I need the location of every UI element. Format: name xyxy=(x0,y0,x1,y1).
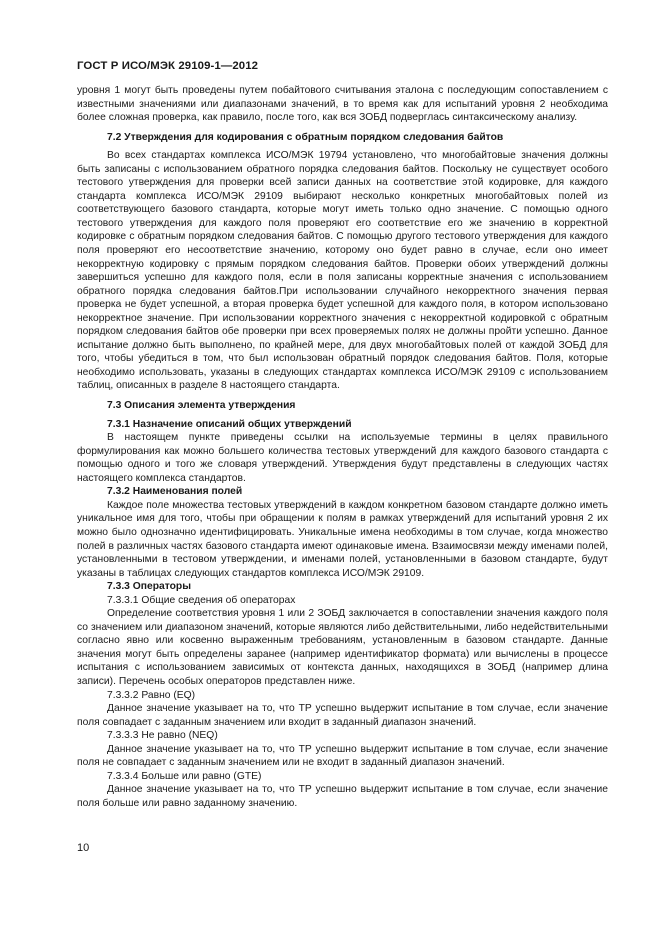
section-7-3-3-4-paragraph: Данное значение указывает на то, что ТР успешно выдержит испытание в том случае, если значение поля больше или равно заданному значению. xyxy=(77,784,608,809)
section-7-2-paragraph: Во всех стандартах комплекса ИСО/МЭК 19794 установлено, что многобайтовые значения должны быть записаны с использованием обратного порядка следования байтов. Поскольку не существует особого тестового утверждения для проверки всей записи данных на соответствие этой кодировке, для каждого стандарта комплекса ИСО/МЭК 29109 выбирают несколько конкретных многобайтовых полей из соответствующего базового стандарта, которые могут иметь только одно значение. С помощью одного тестового утверждения для каждого поля проверяют его соответствие его же значению в корректной кодировке с обратным порядком следования байтов. С помощью другого тестового утверждения для каждого поля проверяют его несоответствие значению, которому оно будет равно в случае, если оно имеет некорректную кодировку с прямым порядком следования байтов. Проверки обоих утверждений должны завершиться успешно для каждого поля, если в поля записаны корректные значения с использованием обратного порядка следования байтов.При использовании случайного некорректного значения первая проверка не будет успешной, а вторая проверка будет успешной для каждого поля, в котором использовано некорректное значение. При использовании корректного значения с некорректной кодировкой с обратным порядком следования байтов обе проверки при всех проверяемых полях не должны пройти успешно. Данное испытание должно быть выполнено, по крайней мере, для двух многобайтовых полей от каждой ЗОБД для того, чтобы убедиться в том, что был использован обратный порядок следования байтов. Поля, которые необходимо использовать, указаны в следующих стандартах комплекса ИСО/МЭК 29109 с использованием таблиц, описанных в разделе 8 настоящего стандарта. xyxy=(77,150,608,392)
section-7-3-2-paragraph: Каждое поле множества тестовых утверждений в каждом конкретном базовом стандарте должно иметь уникальное имя для того, чтобы при обращении к полям в рамках утверждений для испытаний уровня 2 их можно было однозначно идентифицировать. Уникальные имена необходимы в том случае, когда множество полей в различных частях базового стандарта имеют одинаковые имена. Взаимосвязи между именами полей, установленными в тестовом утверждении, и именами полей, установленными в базовом стандарте, будут указаны в таблицах следующих стандартов комплекса ИСО/МЭК 29109. xyxy=(77,499,608,579)
section-7-3-3-1-paragraph: Определение соответствия уровня 1 или 2 ЗОБД заключается в сопоставлении значения каждого поля со значением или диапазоном значений, которые являются либо действительными, либо недействительными согласно явно или косвенно выраженным требованиям, установленным в базовом стандарте. Данные значения могут быть определены заранее (например идентификатор формата) или вычислены в процессе испытания с использованием зависимых от контекста данных, находящихся в ЗОБД (например длина записи). Перечень особых операторов представлен ниже. xyxy=(77,608,608,687)
section-7-2-heading: 7.2 Утверждения для кодирования с обратным порядком следования байтов xyxy=(107,131,504,143)
section-7-3-3-2-heading: 7.3.3.2 Равно (EQ) xyxy=(107,689,196,701)
page-number: 10 xyxy=(77,842,90,854)
section-7-3-3-heading: 7.3.3 Операторы xyxy=(107,581,192,593)
running-header: ГОСТ Р ИСО/МЭК 29109-1—2012 xyxy=(77,60,259,72)
section-7-3-1-paragraph: В настоящем пункте приведены ссылки на используемые термины в целях правильного формулирования как можно большего количества тестовых утверждений для каждого базового стандарта с помощью одного и того же словаря утверждений. Утверждения будут представлены в следующих частях настоящего комплекса стандартов. xyxy=(77,432,608,484)
section-7-3-3-1-heading: 7.3.3.1 Общие сведения об операторах xyxy=(107,594,296,606)
section-7-3-1-heading: 7.3.1 Назначение описаний общих утверждений xyxy=(107,418,352,430)
section-7-3-3-2-paragraph: Данное значение указывает на то, что ТР успешно выдержит испытание в том случае, если значение поля совпадает с заданным значением или входит в заданный диапазон значений. xyxy=(77,703,608,728)
section-7-3-3-3-heading: 7.3.3.3 Не равно (NEQ) xyxy=(107,730,218,742)
page-body xyxy=(77,84,608,810)
intro-paragraph: уровня 1 могут быть проведены путем побайтового считывания эталона с последующим сопоставлением с известными значениями или диапазонами значений, в то время как для испытаний уровня 2 необходима более сложная проверка, как правило, после того, как вся ЗОБД подверглась синтаксическому анализу. xyxy=(77,85,608,124)
section-7-3-3-4-heading: 7.3.3.4 Больше или равно (GTE) xyxy=(107,770,262,782)
section-7-3-3-3-paragraph: Данное значение указывает на то, что ТР успешно выдержит испытание в том случае, если значение поля не совпадает с заданным значением или не входит в заданный диапазон значений. xyxy=(77,743,608,769)
section-7-3-2-heading: 7.3.2 Наименования полей xyxy=(107,486,243,498)
section-7-3-heading: 7.3 Описания элемента утверждения xyxy=(107,400,296,412)
